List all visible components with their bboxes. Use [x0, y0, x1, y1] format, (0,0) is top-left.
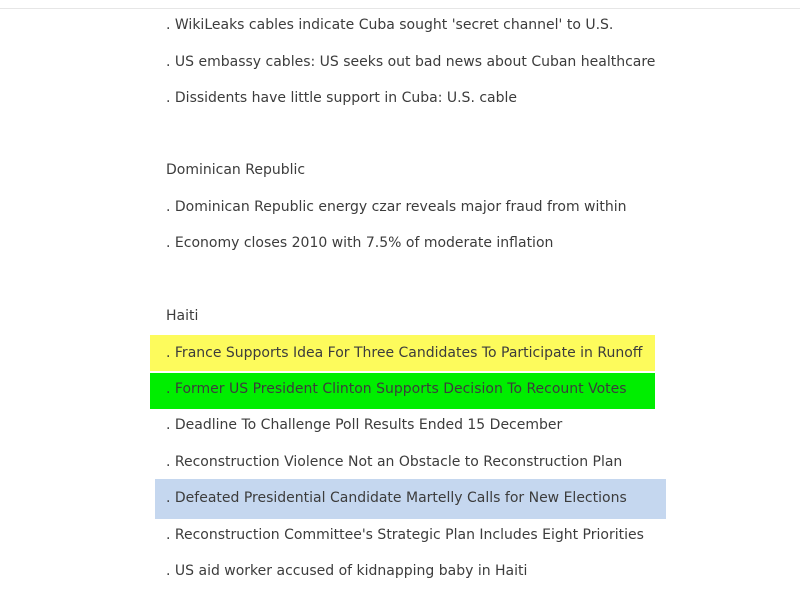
dr-item-economy-inflation[interactable]: . Economy closes 2010 with 7.5% of moderate inflation	[166, 235, 554, 251]
cuba-item-embassy-healthcare[interactable]: . US embassy cables: US seeks out bad news about Cuban healthcare	[166, 54, 656, 70]
haiti-item-reconstruction-violence[interactable]: . Reconstruction Violence Not an Obstacle to Reconstruction Plan	[166, 454, 623, 470]
haiti-item-aid-worker-kidnapping[interactable]: . US aid worker accused of kidnapping baby in Haiti	[166, 563, 528, 579]
dr-item-energy-czar-fraud[interactable]: . Dominican Republic energy czar reveals major fraud from within	[166, 199, 627, 215]
section-heading-dominican-republic: Dominican Republic	[166, 162, 306, 178]
haiti-item-deadline-poll-results[interactable]: . Deadline To Challenge Poll Results Ended 15 December	[166, 417, 563, 433]
section-heading-haiti: Haiti	[166, 308, 199, 324]
haiti-item-france-runoff[interactable]: . France Supports Idea For Three Candidates To Participate in Runoff	[166, 345, 643, 361]
haiti-item-reconstruction-priorities[interactable]: . Reconstruction Committee's Strategic Plan Includes Eight Priorities	[166, 527, 644, 543]
cuba-item-dissidents-support[interactable]: . Dissidents have little support in Cuba: U.S. cable	[166, 90, 518, 106]
cuba-item-wikileaks-secret-channel[interactable]: . WikiLeaks cables indicate Cuba sought 'secret channel' to U.S.	[166, 17, 614, 33]
haiti-item-martelly-new-elections[interactable]: . Defeated Presidential Candidate Martelly Calls for New Elections	[166, 490, 627, 506]
haiti-item-clinton-recount[interactable]: . Former US President Clinton Supports Decision To Recount Votes	[166, 381, 627, 397]
